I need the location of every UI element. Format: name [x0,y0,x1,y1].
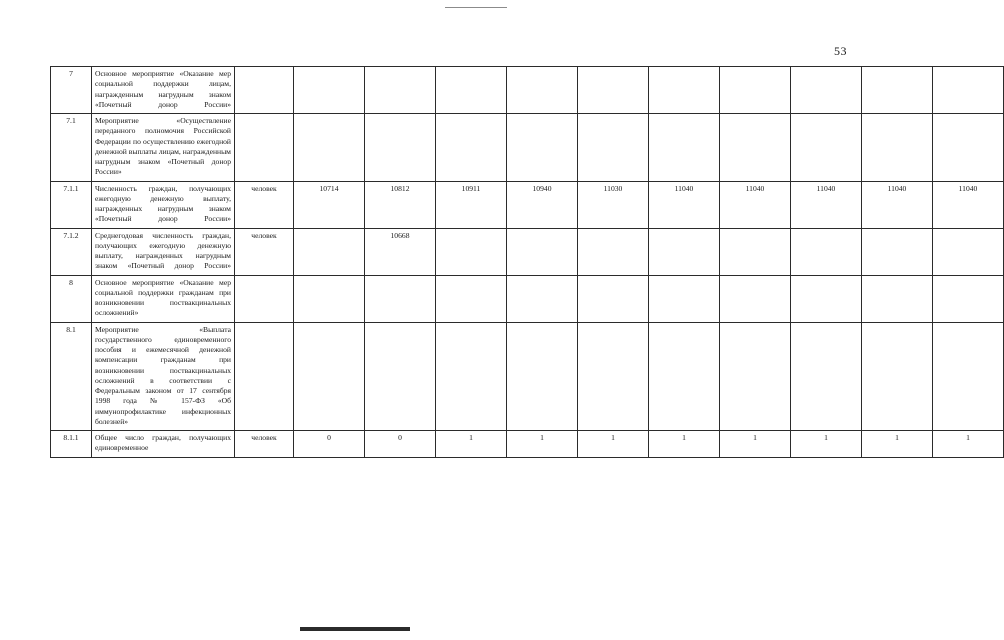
row-number: 8.1 [51,322,92,431]
row-value: 1 [862,431,933,458]
row-value: 1 [933,431,1004,458]
row-value [791,275,862,322]
row-value [507,322,578,431]
row-value: 11040 [649,181,720,228]
row-value [365,67,436,114]
row-value: 1 [436,431,507,458]
row-number: 8.1.1 [51,431,92,458]
row-value [649,275,720,322]
row-value [720,275,791,322]
row-value [791,67,862,114]
row-value [720,67,791,114]
row-number: 7.1 [51,114,92,182]
row-unit: человек [235,431,294,458]
row-unit: человек [235,181,294,228]
row-name: Общее число граждан, получающих единовременное [92,431,235,458]
row-unit [235,114,294,182]
table-row [51,114,1004,182]
table-row [51,322,1004,431]
row-value: 11040 [720,181,791,228]
row-value [791,228,862,275]
row-value [507,114,578,182]
row-value [578,67,649,114]
row-value: 11040 [862,181,933,228]
row-value [436,275,507,322]
row-value [578,228,649,275]
row-value: 11040 [791,181,862,228]
row-number: 7.1.2 [51,228,92,275]
row-value [507,275,578,322]
row-value: 11040 [933,181,1004,228]
row-value: 10714 [294,181,365,228]
row-number: 7.1.1 [51,181,92,228]
row-value [862,114,933,182]
row-value [649,67,720,114]
row-name: Мероприятие «Выплата государственного единовременного пособия и ежемесячной денежной компенсации гражданам при возникновении поствакцинальных осложнений в соответствии с Федеральным законом от 17 сентября 1998 года № 157-ФЗ «Об иммунопрофилактике инфекционных болезней» [92,322,235,431]
row-value [862,228,933,275]
row-value [294,67,365,114]
row-value: 10911 [436,181,507,228]
row-value [365,114,436,182]
table-row [51,181,1004,228]
row-value [791,322,862,431]
table-row [51,275,1004,322]
data-table-container [50,66,978,458]
row-value: 1 [507,431,578,458]
row-value [862,275,933,322]
row-value [365,322,436,431]
row-value [294,114,365,182]
page-number: 53 [834,44,847,58]
row-value [933,114,1004,182]
row-value [507,228,578,275]
row-value: 0 [365,431,436,458]
row-value: 10812 [365,181,436,228]
row-value [933,228,1004,275]
row-value [720,322,791,431]
row-unit [235,322,294,431]
row-value [294,275,365,322]
row-value: 1 [578,431,649,458]
row-value [436,114,507,182]
row-value [507,67,578,114]
table-row [51,67,1004,114]
row-value [436,67,507,114]
row-value [862,322,933,431]
row-value [933,322,1004,431]
row-number: 7 [51,67,92,114]
row-value [862,67,933,114]
row-value [933,67,1004,114]
row-unit [235,67,294,114]
row-value [649,114,720,182]
row-value [578,114,649,182]
row-value [933,275,1004,322]
indicators-table [50,66,1004,458]
bottom-scan-mark [300,627,410,631]
row-number: 8 [51,275,92,322]
row-value [649,228,720,275]
row-value: 0 [294,431,365,458]
row-unit [235,275,294,322]
row-value [436,228,507,275]
row-value [294,228,365,275]
row-value [578,322,649,431]
top-scan-rule [445,7,507,8]
row-value: 1 [649,431,720,458]
row-value [436,322,507,431]
row-value [649,322,720,431]
row-value [294,322,365,431]
row-name: Основное мероприятие «Оказание мер социальной поддержки лицам, награжденным нагрудным знаком «Почетный донор России» [92,67,235,114]
row-value: 1 [720,431,791,458]
row-value [720,228,791,275]
row-name: Мероприятие «Осуществление переданного полномочия Российской Федерации по осуществлению ежегодной денежной выплаты лицам, награжденным нагрудным знаком «Почетный донор России» [92,114,235,182]
row-value: 1 [791,431,862,458]
table-row [51,228,1004,275]
row-name: Среднегодовая численность граждан, получающих ежегодную денежную выплату, награжденных нагрудным знаком «Почетный донор России» [92,228,235,275]
row-name: Численность граждан, получающих ежегодную денежную выплату, награжденных нагрудным знаком «Почетный донор России» [92,181,235,228]
row-value [365,275,436,322]
row-value: 10668 [365,228,436,275]
row-value [720,114,791,182]
row-value: 10940 [507,181,578,228]
row-name: Основное мероприятие «Оказание мер социальной поддержки гражданам при возникновении поствакцинальных осложнений» [92,275,235,322]
row-unit: человек [235,228,294,275]
row-value: 11030 [578,181,649,228]
row-value [578,275,649,322]
table-row [51,431,1004,458]
row-value [791,114,862,182]
